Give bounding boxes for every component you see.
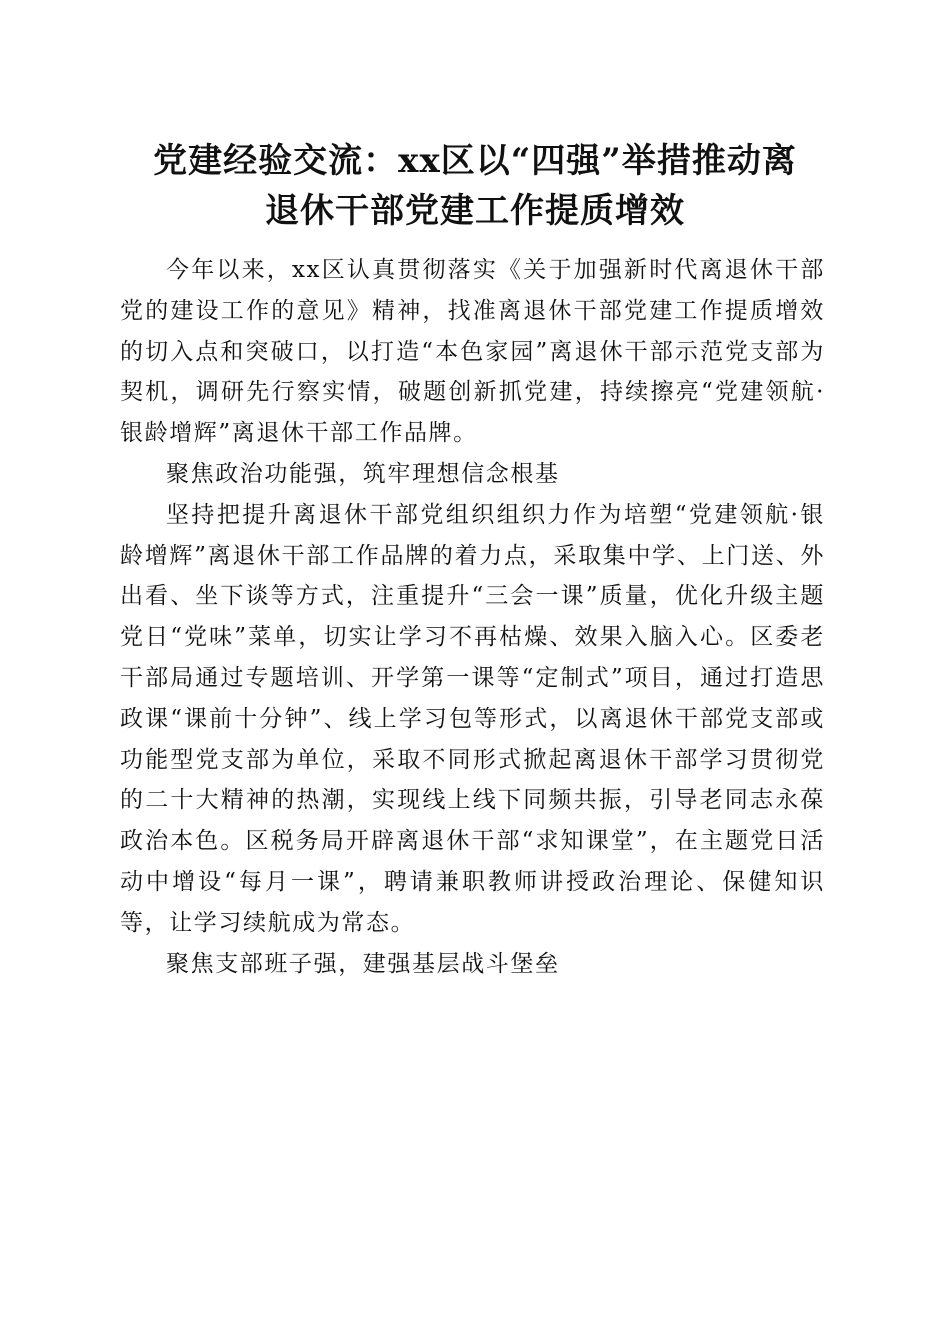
- title-line-2: 退休干部党建工作提质增效: [265, 191, 685, 231]
- section-1-paragraph: 坚持把提升离退休干部党组织组织力作为培塑“党建领航·银龄增辉”离退休干部工作品牌的着力点，采取集中学、上门送、外出看、坐下谈等方式，注重提升“三会一课”质量，优化升级主题党日“党味”菜单，切实让学习不再枯燥、效果入脑入心。区委老干部局通过专题培训、开学第一课等“定制式”项目，通过打造思政课“课前十分钟”、线上学习包等形式，以离退休干部党支部或功能型党支部为单位，采取不同形式掀起离退休干部学习贯彻党的二十大精神的热潮，实现线上线下同频共振，引导老同志永葆政治本色。区税务局开辟离退休干部“求知课堂”，在主题党日活动中增设“每月一课”，聘请兼职教师讲授政治理论、保健知识等，让学习续航成为常态。: [120, 501, 825, 936]
- section-heading-2: 聚焦支部班子强，建强基层战斗堡垒: [166, 950, 560, 977]
- section-heading-1: 聚焦政治功能强，筑牢理想信念根基: [166, 460, 560, 487]
- document-body: [120, 250, 825, 984]
- title-line-1: 党建经验交流：xx区以“四强”举措推动离: [153, 141, 797, 181]
- document-title: [110, 136, 840, 236]
- intro-paragraph: 今年以来，xx区认真贯彻落实《关于加强新时代离退休干部党的建设工作的意见》精神，找准离退休干部党建工作提质增效的切入点和突破口，以打造“本色家园”离退休干部示范党支部为契机，调研先行察实情，破题创新抓党建，持续擦亮“党建领航·银龄增辉”离退休干部工作品牌。: [120, 257, 825, 447]
